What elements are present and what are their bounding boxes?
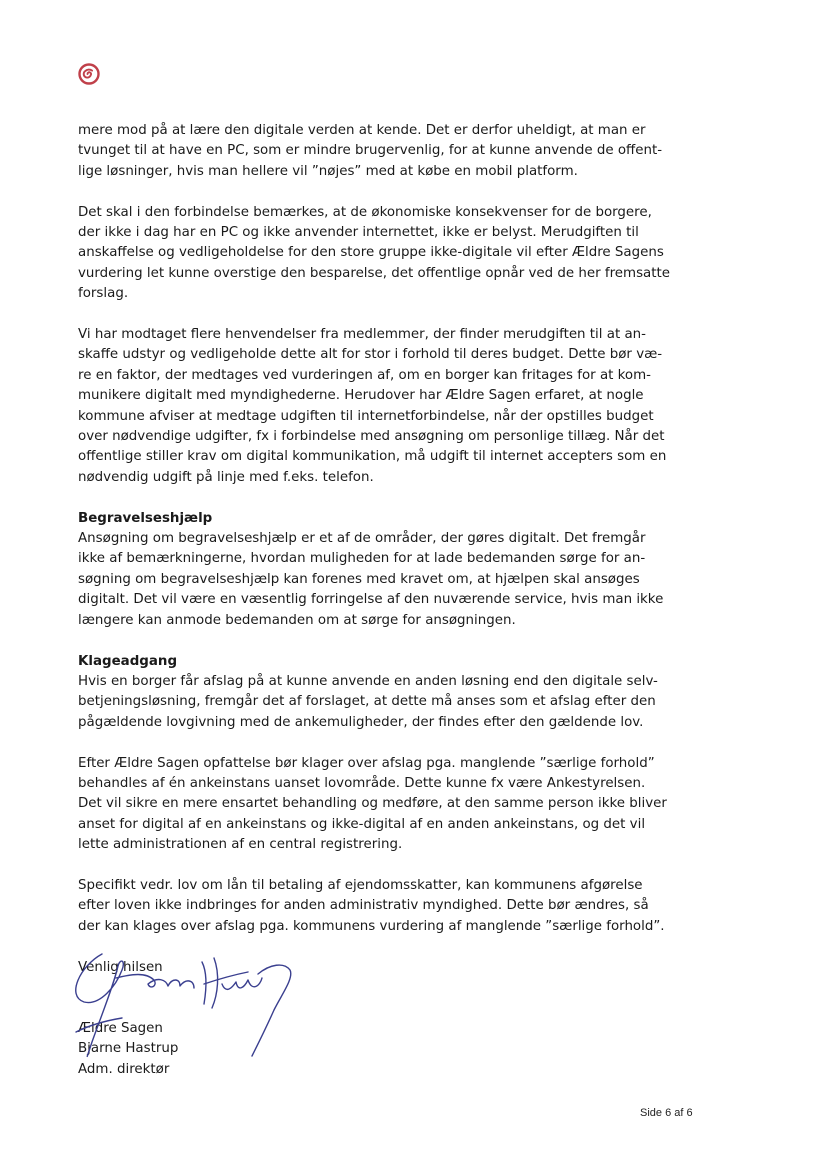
sender-title: Adm. direktør xyxy=(78,1061,170,1077)
closing-block xyxy=(78,958,718,1080)
paragraph-property-tax-loans: Specifikt vedr. lov om lån til betaling af ejendomsskatter, kan kommunens afgørelse efter loven ikke indbringes for anden administrativ myndighed. Dette bør ændres, så der kan klages over afslag pga. kommunens vurdering af manglende ”særlige forhold”. xyxy=(78,877,665,934)
sender-name: Bjarne Hastrup xyxy=(78,1041,179,1057)
heading-klageadgang: Klageadgang xyxy=(78,653,178,669)
page-number: Side 6 af 6 xyxy=(640,1107,693,1119)
paragraph-digital-platform: mere mod på at lære den digitale verden at kende. Det er derfor uheldigt, at man er tvunget til at have en PC, som er mindre brugervenlig, for at kunne anvende de offent- lige løsninger, hvis man hellere vil ”nøjes” med at købe en mobil platform. xyxy=(78,123,663,179)
letter-body xyxy=(78,121,718,1080)
paragraph-member-inquiries: Vi har modtaget flere henvendelser fra medlemmer, der finder merudgiften til at an- skaffe udstyr og vedligeholde dette alt for stor i forhold til deres budget. Dette bør væ- re en faktor, der medtages ved vurderingen af, om en borger kan fritages for at kom- munikere digitalt med myndighederne. Herudover har Ældre Sagen erfaret, at nogle kommune afviser at medtage udgiften til internetforbindelse, når der opstilles budget over nødvendige udgifter, fx i forbindelse med ansøgning om personlige tillæg. Når det offentlige stiller krav om digital kommunikation, må udgift til internet accepters som en nødvendig udgift på linje med f.eks. telefon. xyxy=(78,327,667,485)
paragraph-funeral-aid: Ansøgning om begravelseshjælp er et af de områder, der gøres digitalt. Det fremgår ikke af bemærkningerne, hvordan muligheden for at lade bedemanden sørge for an- søgning om begravelseshjælp kan forenes med kravet om, at hjælpen skal ansøges digitalt. Det vil være en væsentlig forringelse af den nuværende service, hvis man ikke længere kan anmode bedemanden om at sørge for ansøgningen. xyxy=(78,531,664,628)
paragraph-appeal-access: Hvis en borger får afslag på at kunne anvende en anden løsning end den digitale selv- betjeningsløsning, fremgår det af forslaget, at dette må anses som et afslag efter den pågældende lovgivning med de ankemuligheder, der findes efter den gældende lov. xyxy=(78,673,658,730)
closing-greeting: Venlig hilsen xyxy=(78,959,163,975)
paragraph-single-appeals-body: Efter Ældre Sagen opfattelse bør klager over afslag pga. manglende ”særlige forhold” behandles af én ankeinstans uanset lovområde. Dette kunne fx være Ankestyrelsen. Det vil sikre en mere ensartet behandling og medføre, at den samme person ikke bliver anset for digital af en ankeinstans og ikke-digital af en anden ankeinstans, og det vil lette administrationen af en central registrering. xyxy=(78,755,667,853)
spiral-logo-icon xyxy=(78,63,100,85)
heading-begravelseshjaelp: Begravelseshjælp xyxy=(78,510,213,526)
paragraph-economic-consequences: Det skal i den forbindelse bemærkes, at de økonomiske konsekvenser for de borgere, der ikke i dag har en PC og ikke anvender internettet, ikke er belyst. Merudgiften til anskaffelse og vedligeholdelse for den store gruppe ikke-digitale vil efter Ældre Sagens vurdering let kunne overstige den besparelse, det offentlige opnår ved de her fremsatte forslag. xyxy=(78,204,671,302)
sender-organization: Ældre Sagen xyxy=(78,1020,163,1036)
